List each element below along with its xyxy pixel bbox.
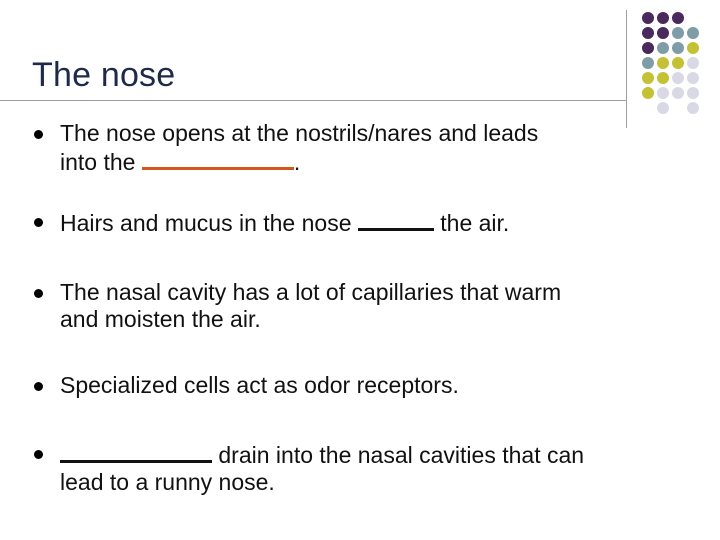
decorative-dot bbox=[672, 42, 684, 54]
decorative-dot bbox=[642, 57, 654, 69]
bullet-5-line-1 bbox=[60, 440, 680, 469]
bullet-5-line-2: lead to a runny nose. bbox=[60, 469, 275, 495]
bullet-dot-icon bbox=[34, 130, 43, 139]
decorative-dot-grid bbox=[638, 10, 720, 120]
bullet-1-line-2 bbox=[60, 147, 680, 176]
decorative-dot bbox=[687, 72, 699, 84]
decorative-dot bbox=[672, 12, 684, 24]
bullet-dot-icon bbox=[34, 382, 43, 391]
decorative-dot bbox=[672, 57, 684, 69]
decorative-dot bbox=[672, 72, 684, 84]
decorative-dot bbox=[657, 42, 669, 54]
bullet-text-3 bbox=[60, 279, 680, 333]
bullet-2-prefix: Hairs and mucus in the nose bbox=[60, 210, 358, 236]
title-divider bbox=[0, 100, 626, 101]
bullet-dot-icon bbox=[34, 218, 43, 227]
decorative-dot bbox=[687, 42, 699, 54]
decorative-dot bbox=[687, 27, 699, 39]
bullet-1-line-2-suffix: . bbox=[293, 149, 301, 175]
decorative-dot bbox=[642, 87, 654, 99]
decorative-dot bbox=[672, 87, 684, 99]
slide-title: The nose bbox=[32, 56, 176, 94]
bullet-3-line-2: and moisten the air. bbox=[60, 306, 261, 332]
decorative-dot bbox=[657, 72, 669, 84]
decorative-dot bbox=[657, 57, 669, 69]
bullet-1-line-2-prefix: into the bbox=[60, 149, 142, 175]
bullet-2-suffix: the air. bbox=[433, 210, 510, 236]
decorative-dot bbox=[642, 42, 654, 54]
decorative-dot bbox=[672, 27, 684, 39]
bullet-text-2 bbox=[60, 208, 680, 237]
bullet-text-1 bbox=[60, 120, 680, 176]
decorative-dot bbox=[687, 87, 699, 99]
decorative-dot bbox=[642, 72, 654, 84]
corner-divider bbox=[626, 10, 627, 128]
bullet-3-line-1: The nasal cavity has a lot of capillaries that warm bbox=[60, 279, 562, 305]
bullet-text-5 bbox=[60, 440, 680, 496]
fill-in-blank bbox=[142, 147, 294, 170]
decorative-dot bbox=[657, 87, 669, 99]
decorative-dot bbox=[657, 27, 669, 39]
decorative-dot bbox=[657, 102, 669, 114]
bullet-dot-icon bbox=[34, 289, 43, 298]
decorative-dot bbox=[642, 27, 654, 39]
bullet-5-line-1-suffix: drain into the nasal cavities that can bbox=[212, 442, 585, 468]
bullet-4-line-1: Specialized cells act as odor receptors. bbox=[60, 372, 459, 398]
bullet-text-4 bbox=[60, 372, 680, 399]
decorative-dot bbox=[642, 12, 654, 24]
fill-in-blank bbox=[358, 208, 434, 231]
decorative-dot bbox=[657, 12, 669, 24]
bullet-1-line-1: The nose opens at the nostrils/nares and leads bbox=[60, 120, 539, 146]
fill-in-blank bbox=[60, 440, 212, 463]
decorative-dot bbox=[687, 102, 699, 114]
bullet-dot-icon bbox=[34, 450, 43, 459]
decorative-dot bbox=[687, 57, 699, 69]
